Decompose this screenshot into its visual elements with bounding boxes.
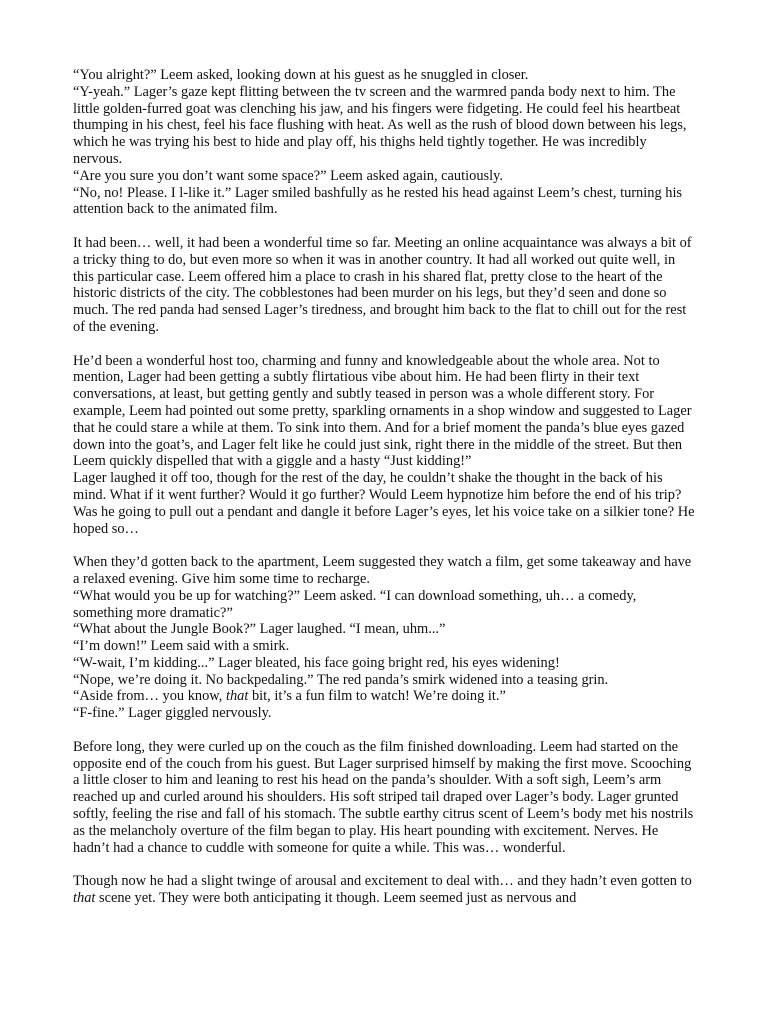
paragraph: [73, 873, 698, 907]
paragraph: “What would you be up for watching?” Leem asked. “I can download something, uh… a comedy, something more dramatic?”: [73, 587, 637, 621]
emphasis: that: [225, 688, 249, 705]
paragraph-gap: [73, 722, 698, 739]
paragraph: “What about the Jungle Book?” Lager laughed. “I mean, uhm...”: [73, 621, 446, 638]
paragraph: “Are you sure you don’t want some space?” Leem asked again, cautiously.: [73, 167, 503, 184]
paragraph-gap: [73, 336, 698, 353]
paragraph: “Y-yeah.” Lager’s gaze kept flitting between the tv screen and the warmred panda body next to him. The little golden-furred goat was clenching his jaw, and his fingers were fidgeting. He could feel his heartbeat thumping in his chest, feel his face flushing with heat. As well as the rush of blood down between his legs, which he was trying his best to hide and play off, his thighs held tightly together. He was incredibly nervous.: [73, 83, 687, 167]
paragraph: “F-fine.” Lager giggled nervously.: [73, 705, 272, 722]
text-run: scene yet. They were both anticipating it though. Leem seemed just as nervous and: [95, 890, 577, 907]
text-run: Though now he had a slight twinge of arousal and excitement to deal with… and they hadn’t even gotten to: [73, 873, 692, 890]
document-page: [73, 67, 698, 907]
paragraph: “I’m down!” Leem said with a smirk.: [73, 638, 290, 655]
paragraph: When they’d gotten back to the apartment, Leem suggested they watch a film, get some takeaway and have a relaxed evening. Give him some time to recharge.: [73, 554, 692, 587]
paragraph: He’d been a wonderful host too, charming and funny and knowledgeable about the whole area. Not to mention, Lager had been getting a subtly flirtatious vibe about him. He had been flirty in their text conversations, at least, but getting gently and subtly teased in person was a whole different story. For example, Leem had pointed out some pretty, sparkling ornaments in a shop window and suggested to Lager that he could stare a while at them. To sink into them. And for a brief moment the panda’s blue eyes gazed down into the goat’s, and Lager felt like he could just sink, right there in the middle of the street. But then Leem quickly dispelled that with a giggle and a hasty “Just kidding!”: [73, 352, 692, 470]
paragraph: Lager laughed it off too, though for the rest of the day, he couldn’t shake the thought in the back of his mind. What if it went further? Would it go further? Would Leem hypnotize him before the end of his trip? Was he going to pull out a pendant and dangle it before Lager’s eyes, let his voice take on a silkier tone? He hoped so…: [73, 470, 695, 537]
paragraph: [73, 688, 698, 705]
paragraph: “You alright?” Leem asked, looking down at his guest as he snuggled in closer.: [73, 67, 529, 83]
paragraph: “Nope, we’re doing it. No backpedaling.” The red panda’s smirk widened into a teasing grin.: [73, 671, 609, 688]
paragraph: “No, no! Please. I l-like it.” Lager smiled bashfully as he rested his head against Leem’s chest, turning his attention back to the animated film.: [73, 184, 683, 218]
text-run: “Aside from… you know,: [73, 688, 226, 705]
emphasis: that: [73, 890, 96, 907]
paragraph-gap: [73, 856, 698, 873]
paragraph: Before long, they were curled up on the couch as the film finished downloading. Leem had started on the opposite end of the couch from his guest. But Lager surprised himself by making the first move. Scooching a little closer to him and leaning to rest his head on the panda’s shoulder. With a soft sigh, Leem’s arm reached up and curled around his shoulders. His soft striped tail draped over Lager’s body. Lager grunted softly, feeling the rise and fall of his stomach. The subtle earthy citrus scent of Leem’s body met his nostrils as the melancholy overture of the film began to play. His heart pounding with excitement. Nerves. He hadn’t had a chance to cuddle with someone for quite a while. This was… wonderful.: [73, 738, 694, 856]
paragraph: “W-wait, I’m kidding...” Lager bleated, his face going bright red, his eyes widening!: [73, 654, 560, 671]
paragraph: It had been… well, it had been a wonderful time so far. Meeting an online acquaintance was always a bit of a tricky thing to do, but even more so when it was in another country. It had all worked out quite well, in this particular case. Leem offered him a place to crash in his shared flat, pretty close to the heart of the historic districts of the city. The cobblestones had been murder on his legs, but they’d seen and done so much. The red panda had sensed Lager’s tiredness, and brought him back to the flat to chill out for the rest of the evening.: [73, 234, 692, 335]
text-run: bit, it’s a fun film to watch! We’re doing it.”: [248, 688, 506, 705]
paragraph-gap: [73, 218, 698, 235]
paragraph-gap: [73, 537, 698, 554]
